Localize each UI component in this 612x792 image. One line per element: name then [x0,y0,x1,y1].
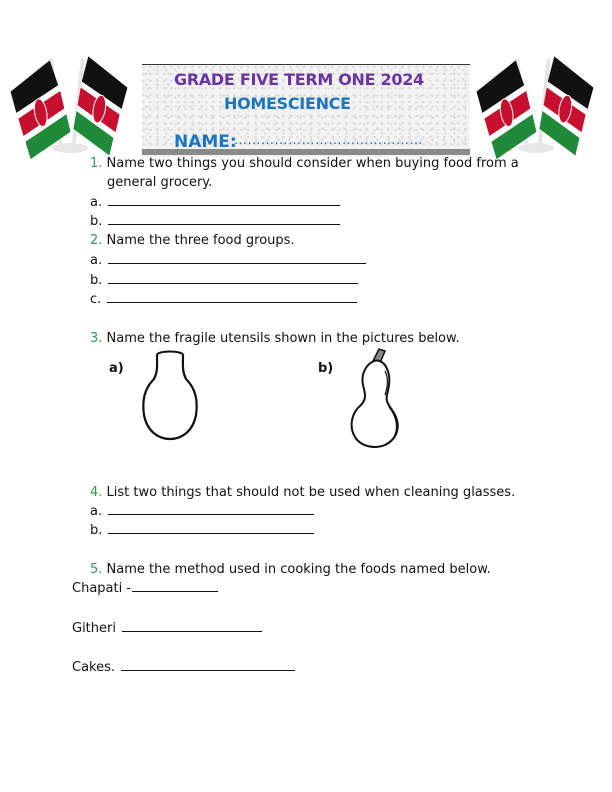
exam-title: GRADE FIVE TERM ONE 2024 [174,70,424,89]
question-text: Name the fragile utensils shown in the pictures below. [106,331,460,346]
food-answer-cakes[interactable]: Cakes. [72,660,295,675]
answer-line[interactable]: c. [90,292,357,307]
answer-line[interactable]: b. [90,523,314,538]
answer-line[interactable]: a. [90,504,314,519]
kenya-flag-icon [466,44,612,164]
question-1 [90,156,519,171]
question-number: 1. [90,156,103,171]
question-1-line2: general grocery. [107,175,213,190]
kenya-flag-icon [0,44,150,164]
question-text: Name two things you should consider when buying food from a [106,156,519,171]
question-number: 3. [90,331,103,346]
question-text: List two things that should not be used when cleaning glasses. [106,485,516,500]
food-answer-chapati[interactable]: Chapati - [72,581,218,596]
name-field[interactable]: …………………………………… [234,133,423,148]
question-5 [90,562,491,577]
question-text: Name the method used in cooking the foods named below. [106,562,491,577]
answer-line[interactable]: a. [90,253,366,268]
picture-label-b: b) [318,361,334,376]
kenya-flags-left [0,44,150,164]
answer-line[interactable]: a. [90,195,340,210]
gourd-icon [347,347,403,451]
question-text: Name the three food groups. [106,233,295,248]
answer-line[interactable]: b. [90,273,358,288]
food-answer-githeri[interactable]: Githeri [72,621,262,636]
name-label: NAME: [174,132,237,152]
question-number: 4. [90,485,103,500]
picture-label-a: a) [109,361,124,376]
question-number: 2. [90,233,103,248]
clay-pot-icon [140,349,200,443]
kenya-flags-right [466,44,612,164]
question-2 [90,233,295,248]
answer-line[interactable]: b. [90,214,340,229]
question-number: 5. [90,562,103,577]
question-3 [90,331,460,346]
question-4 [90,485,515,500]
subject-title: HOMESCIENCE [224,94,351,113]
